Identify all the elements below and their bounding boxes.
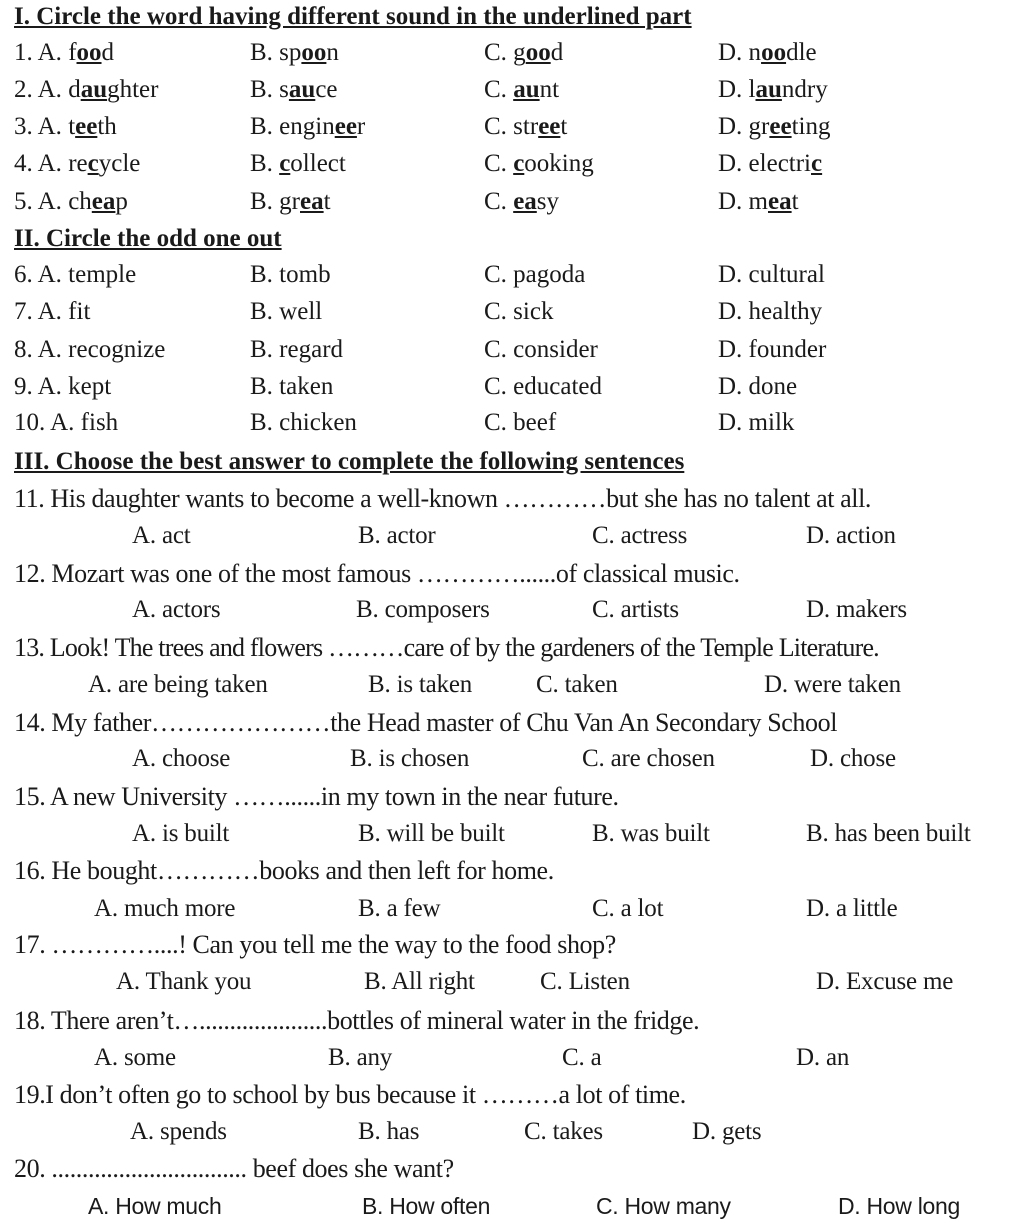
q5-option-d[interactable]: D. meat [718,188,799,215]
question-18-options [0,1041,1024,1075]
underlined-part: c [513,150,525,177]
section-1-heading-line [0,0,1024,34]
q17-option-b[interactable]: B. All right [364,968,475,995]
underlined-part: oo [525,39,551,66]
q13-option-b[interactable]: B. is taken [368,671,473,698]
q17-option-c[interactable]: C. Listen [540,968,630,995]
q20-option-d[interactable]: D. How long [838,1193,960,1219]
q18-option-b[interactable]: B. any [328,1044,393,1071]
q7-option-d[interactable]: D. healthy [718,298,823,325]
question-text: 17. …………....! Can you tell me the way to the food shop? [14,930,616,959]
q10-option-d[interactable]: D. milk [718,409,795,436]
q5-option-a[interactable]: 5. A. cheap [14,188,128,215]
q5-option-b[interactable]: B. great [250,188,331,215]
question-text: 18. There aren’t….....................bottles of mineral water in the fridge. [14,1006,700,1035]
section-3-heading: III. Choose the best answer to complete the following sentences [14,448,685,475]
q13-option-c[interactable]: C. taken [536,671,618,698]
question-7 [0,295,1024,329]
q20-option-a[interactable]: A. How much [88,1193,222,1219]
q20-option-c[interactable]: C. How many [596,1193,731,1219]
q18-option-a[interactable]: A. some [94,1044,176,1071]
question-text: 12. Mozart was one of the most famous …………......of classical music. [14,559,740,588]
q13-option-d[interactable]: D. were taken [764,671,901,698]
q2-option-d[interactable]: D. laundry [718,76,828,103]
q7-option-c[interactable]: C. sick [484,298,554,325]
question-14-options [0,742,1024,776]
q11-option-a[interactable]: A. act [132,522,191,549]
question-16 [0,854,1024,888]
underlined-part: au [755,76,782,103]
question-text: 11. His daughter wants to become a well-known …………but she has no talent at all. [14,484,872,513]
question-6 [0,258,1024,292]
question-11-options [0,519,1024,553]
q8-option-c[interactable]: C. consider [484,336,598,363]
q16-option-b[interactable]: B. a few [358,895,441,922]
question-19-options [0,1115,1024,1149]
question-17 [0,928,1024,962]
q7-option-a[interactable]: 7. A. fit [14,298,91,325]
q4-option-d[interactable]: D. electric [718,150,823,177]
section-2-heading: II. Circle the odd one out [14,225,282,252]
q12-option-b[interactable]: B. composers [356,596,490,623]
q6-option-a[interactable]: 6. A. temple [14,261,137,288]
underlined-part: ea [513,188,537,215]
q14-option-b[interactable]: B. is chosen [350,745,470,772]
question-3 [0,110,1024,144]
underlined-part: ea [91,188,116,215]
q14-option-d[interactable]: D. chose [810,745,896,772]
q10-option-a[interactable]: 10. A. fish [14,409,119,436]
q19-option-d[interactable]: D. gets [692,1118,762,1145]
q19-option-c[interactable]: C. takes [524,1118,603,1145]
q11-option-d[interactable]: D. action [806,522,896,549]
section-2-heading-line [0,222,1024,256]
q6-option-c[interactable]: C. pagoda [484,261,586,288]
q8-option-d[interactable]: D. founder [718,336,827,363]
q2-option-b[interactable]: B. sauce [250,76,338,103]
q2-option-c[interactable]: C. aunt [484,76,560,103]
q1-option-b[interactable]: B. spoon [250,39,339,66]
question-20 [0,1152,1024,1186]
q13-option-a[interactable]: A. are being taken [88,671,268,698]
question-13-options [0,668,1024,702]
question-17-options [0,965,1024,999]
question-9 [0,370,1024,404]
question-11 [0,482,1024,516]
question-12-options [0,593,1024,627]
question-13 [0,631,1024,665]
q3-option-d[interactable]: D. greeting [718,113,831,140]
q1-option-d[interactable]: D. noodle [718,39,817,66]
q9-option-c[interactable]: C. educated [484,373,603,400]
underlined-part: oo [301,39,327,66]
q17-option-a[interactable]: A. Thank you [116,968,252,995]
question-text: 19.I don’t often go to school by bus because it ………a lot of time. [14,1080,686,1109]
q14-option-a[interactable]: A. choose [132,745,231,772]
q6-option-b[interactable]: B. tomb [250,261,331,288]
q16-option-a[interactable]: A. much more [94,895,236,922]
question-2 [0,73,1024,107]
underlined-part: oo [76,39,102,66]
q4-option-c[interactable]: C. cooking [484,150,594,177]
underlined-part: au [288,76,316,103]
section-1-heading: I. Circle the word having different sound in the underlined part [14,3,692,30]
q3-option-b[interactable]: B. engineer [250,113,366,140]
q16-option-c[interactable]: C. a lot [592,895,664,922]
section-3-heading-line [0,445,1024,479]
question-10 [0,406,1024,440]
q15-option-a[interactable]: A. is built [132,820,230,847]
q11-option-c[interactable]: C. actress [592,522,688,549]
q15-option-c[interactable]: B. was built [592,820,710,847]
question-8 [0,333,1024,367]
q4-option-a[interactable]: 4. A. recycle [14,150,141,177]
question-14 [0,706,1024,740]
question-4 [0,147,1024,181]
q11-option-b[interactable]: B. actor [358,522,436,549]
q18-option-c[interactable]: C. a [562,1044,602,1071]
q9-option-a[interactable]: 9. A. kept [14,373,112,400]
question-15 [0,780,1024,814]
q6-option-d[interactable]: D. cultural [718,261,825,288]
underlined-part: c [811,150,823,177]
question-text: 16. He bought…………books and then left for home. [14,856,554,885]
q2-option-a[interactable]: 2. A. daughter [14,76,159,103]
q20-option-b[interactable]: B. How often [362,1193,491,1219]
underlined-part: oo [761,39,787,66]
question-12 [0,557,1024,591]
underlined-part: c [87,150,99,177]
underlined-part: ee [75,113,98,140]
question-19 [0,1078,1024,1112]
question-18 [0,1004,1024,1038]
underlined-part: ee [769,113,792,140]
question-1: 1. A. food B. spoon C. good D. noodle [0,36,1024,70]
q8-option-b[interactable]: B. regard [250,336,344,363]
q10-option-c[interactable]: C. beef [484,409,557,436]
q18-option-d[interactable]: D. an [796,1044,850,1071]
underlined-part: ee [538,113,561,140]
q14-option-c[interactable]: C. are chosen [582,745,715,772]
q15-option-d[interactable]: B. has been built [806,820,971,847]
q10-option-b[interactable]: B. chicken [250,409,357,436]
q7-option-b[interactable]: B. well [250,298,323,325]
q12-option-c[interactable]: C. artists [592,596,679,623]
underlined-part: ea [300,188,324,215]
q9-option-d[interactable]: D. done [718,373,798,400]
question-15-options [0,817,1024,851]
q8-option-a[interactable]: 8. A. recognize [14,336,166,363]
question-16-options [0,892,1024,926]
q16-option-d[interactable]: D. a little [806,895,898,922]
q1-option-c[interactable]: C. good [484,39,564,66]
underlined-part: ea [768,188,792,215]
underlined-part: ee [334,113,357,140]
question-text: 15. A new University ……......in my town in the near future. [14,782,619,811]
question-5 [0,185,1024,219]
q19-option-a[interactable]: A. spends [130,1118,227,1145]
q1-label: 1. A. [14,39,69,66]
question-text: 20. ................................ beef does she want? [14,1154,454,1183]
q9-option-b[interactable]: B. taken [250,373,334,400]
q17-option-d[interactable]: D. Excuse me [816,968,954,995]
q19-option-b[interactable]: B. has [358,1118,420,1145]
question-text: 13. Look! The trees and flowers ………care of by the gardeners of the Temple Literature. [14,633,879,662]
q4-option-b[interactable]: B. collect [250,150,346,177]
q3-option-a[interactable]: 3. A. teeth [14,113,117,140]
question-text: 14. My father…………………the Head master of Chu Van An Secondary School [14,708,838,737]
q5-option-c[interactable]: C. easy [484,188,560,215]
underlined-part: c [279,150,291,177]
q3-option-c[interactable]: C. street [484,113,568,140]
underlined-part: au [513,76,540,103]
q12-option-d[interactable]: D. makers [806,596,907,623]
question-20-options [0,1189,1024,1223]
underlined-part: au [80,76,108,103]
q15-option-b[interactable]: B. will be built [358,820,505,847]
q12-option-a[interactable]: A. actors [132,596,221,623]
